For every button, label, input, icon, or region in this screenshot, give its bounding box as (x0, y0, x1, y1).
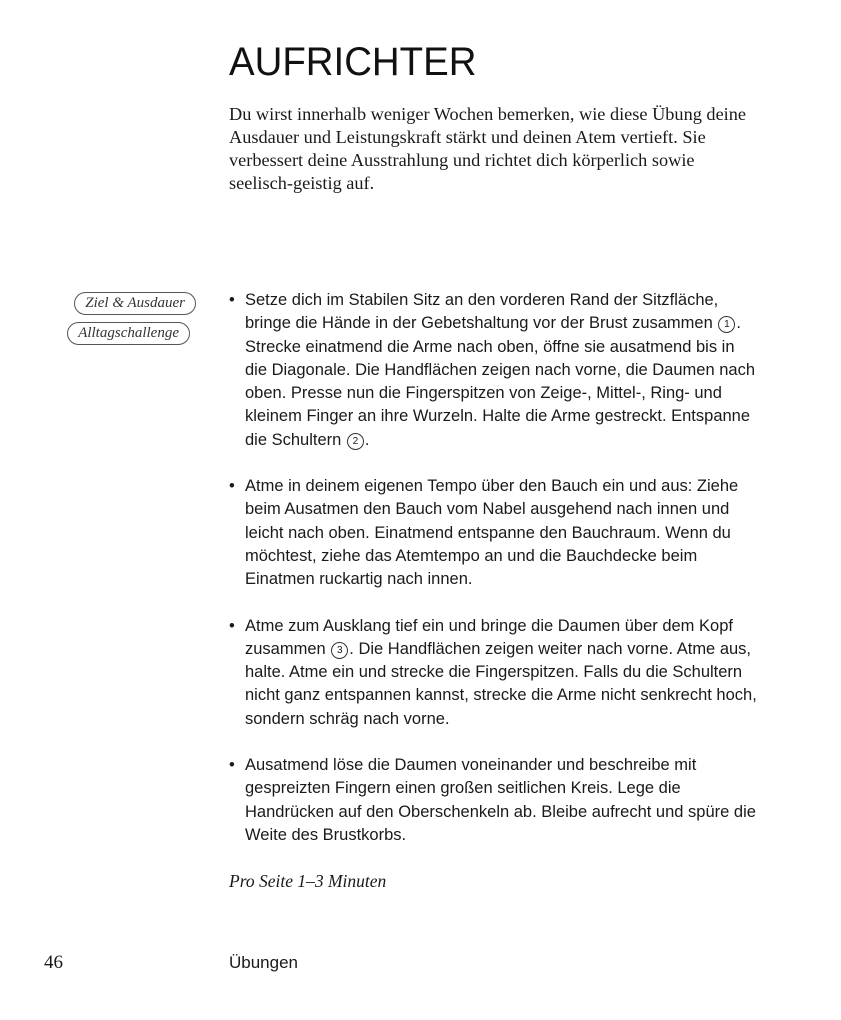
page-number: 46 (44, 952, 63, 973)
instruction-step-3 (229, 615, 759, 731)
tag-goal-endurance: Ziel & Ausdauer (74, 292, 196, 315)
duration-note: Pro Seite 1–3 Minuten (229, 871, 387, 891)
step-text: . Die Handflächen zeigen weiter nach vorne. Atme aus, halte. Atme ein und strecke die Fingerspitzen. Falls du die Schultern nicht ganz entspannen kannst, strecke die Arme nicht senkrecht hoch, sondern schräg nach vorne. (245, 639, 757, 728)
instruction-step-4 (229, 754, 759, 847)
step-text: . Strecke einatmend die Arme nach oben, öffne sie ausatmend bis in die Diagonale. Die Handflächen zeigen nach vorne, die Daumen nach oben. Presse nun die Fingerspitzen von Zeige-, Mittel-, Ring- und kleinem Finger an ihre Wurzeln. Halte die Arme gestreckt. Entspanne die Schultern (245, 314, 756, 449)
step-text: Atme in deinem eigenen Tempo über den Bauch ein und aus: Ziehe beim Ausatmen den Bauch vom Nabel ausgehend nach innen und leicht nach oben. Einatmend entspanne den Bauchraum. Wenn du möchtest, ziehe das Atemtempo an und die Bauchdecke beim Einatmen ruckartig nach innen. (245, 477, 739, 589)
figure-marker-3: 3 (331, 642, 348, 659)
instruction-list (229, 289, 759, 870)
intro-paragraph: Du wirst innerhalb weniger Wochen bemerken, wie diese Übung deine Ausdauer und Leistungskraft stärkt und deinen Atem vertieft. Sie verbessert deine Ausstrahlung und richtet dich körperlich sowie seelisch-geistig auf. (229, 104, 747, 193)
figure-marker-1: 1 (718, 316, 735, 333)
instruction-step-1 (229, 289, 759, 452)
section-name: Übungen (229, 953, 299, 972)
step-text: Setze dich im Stabilen Sitz an den vorderen Rand der Sitzfläche, bringe die Hände in der Gebetshaltung vor der Brust zusammen (245, 291, 719, 333)
tag-everyday-challenge: Alltagschallenge (67, 322, 190, 345)
step-text: Ausatmend löse die Daumen voneinander und beschreibe mit gespreizten Fingern einen großen seitlichen Kreis. Lege die Handrücken auf den Oberschenkeln ab. Bleibe aufrecht und spüre die Weite des Brustkorbs. (245, 756, 756, 844)
instruction-step-2 (229, 475, 759, 591)
figure-marker-2: 2 (347, 433, 364, 450)
step-text: Atme zum Ausklang tief ein und bringe die Daumen über dem Kopf zusammen (245, 616, 733, 658)
page-title: AUFRICHTER (229, 40, 477, 84)
step-text: . (364, 430, 370, 449)
tag-list (60, 292, 196, 352)
